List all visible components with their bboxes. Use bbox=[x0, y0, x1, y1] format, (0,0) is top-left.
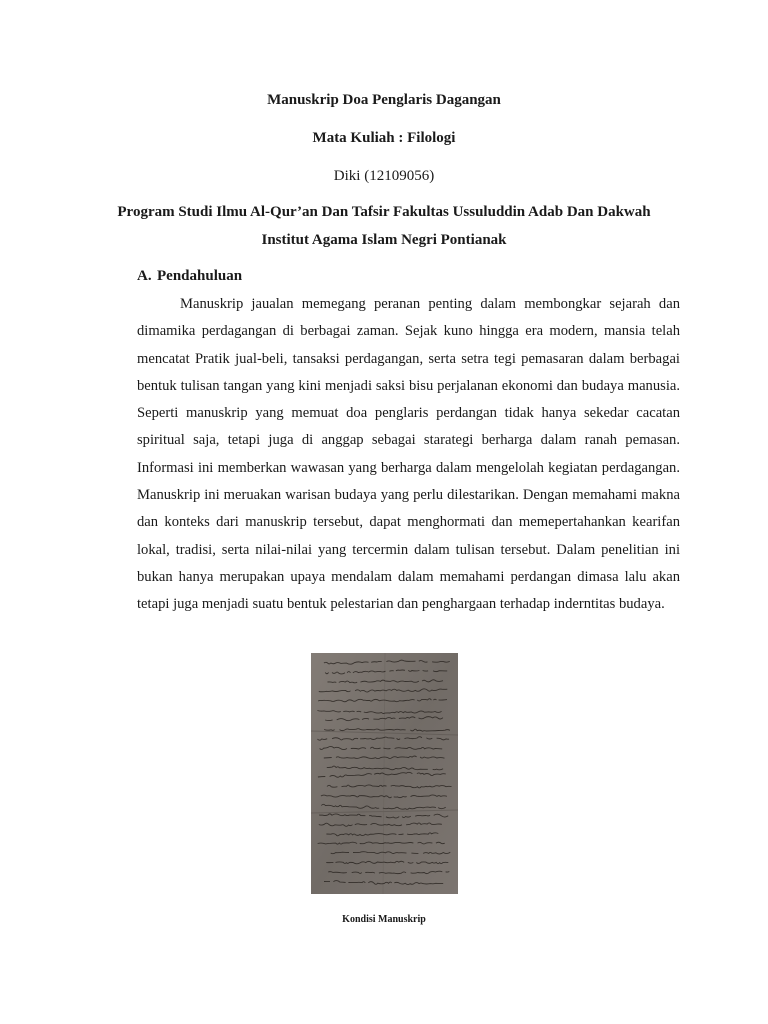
author-name: Diki (12109056) bbox=[333, 168, 435, 184]
course-name: Mata Kuliah : Filologi bbox=[312, 130, 456, 146]
section-heading bbox=[137, 268, 242, 285]
section-paragraph: Manuskrip jaualan memegang peranan penting dalam membongkar sejarah dan dimamika perdagangan di berbagai zaman. Sejak kuno hingga era modern, mansia telah mencatat Pratik jual-beli, tansaksi perdagangan, serta setra tegi pemasaran dalam berbagai bentuk tulisan tangan yang kini menjadi saksi bisu perjalanan ekonomi dan budaya manusia. Seperti manuskrip yang memuat doa penglaris perdangan tidak hanya sekedar cacatan spiritual saja, tetapi juga di anggap sebagai starategi berharga dalam ranah pemasan. Informasi ini memberkan wawasan yang berharga dalam mengelolah kegiatan perdagangan. Manuskrip ini meruakan warisan budaya yang perlu dilestarikan. Dengan memahami makna dan konteks dari manuskrip tersebut, dapat menghormati dan memepertahankan kearifan lokal, tradisi, serta nilai-nilai yang tercermin dalam tulisan tersebut. Dalam penelitian ini bukan hanya merupakan upaya mendalam dalam memahami perdangan dimasa lalu akan tetapi juga menjadi suatu bentuk pelestarian dan penghargaan terhadap inderntitas budaya. bbox=[137, 296, 680, 613]
program-line-2: Institut Agama Islam Negri Pontianak bbox=[261, 232, 507, 248]
figure-caption: Kondisi Manuskrip bbox=[342, 914, 426, 925]
section-title: Pendahuluan bbox=[157, 268, 243, 284]
manuscript-image bbox=[311, 653, 458, 894]
document-title: Manuskrip Doa Penglaris Dagangan bbox=[267, 92, 501, 108]
section-number: A. bbox=[137, 268, 152, 284]
manuscript-photo bbox=[311, 653, 458, 894]
program-line-1: Program Studi Ilmu Al-Qur’an Dan Tafsir Fakultas Ussuluddin Adab Dan Dakwah bbox=[117, 204, 651, 220]
